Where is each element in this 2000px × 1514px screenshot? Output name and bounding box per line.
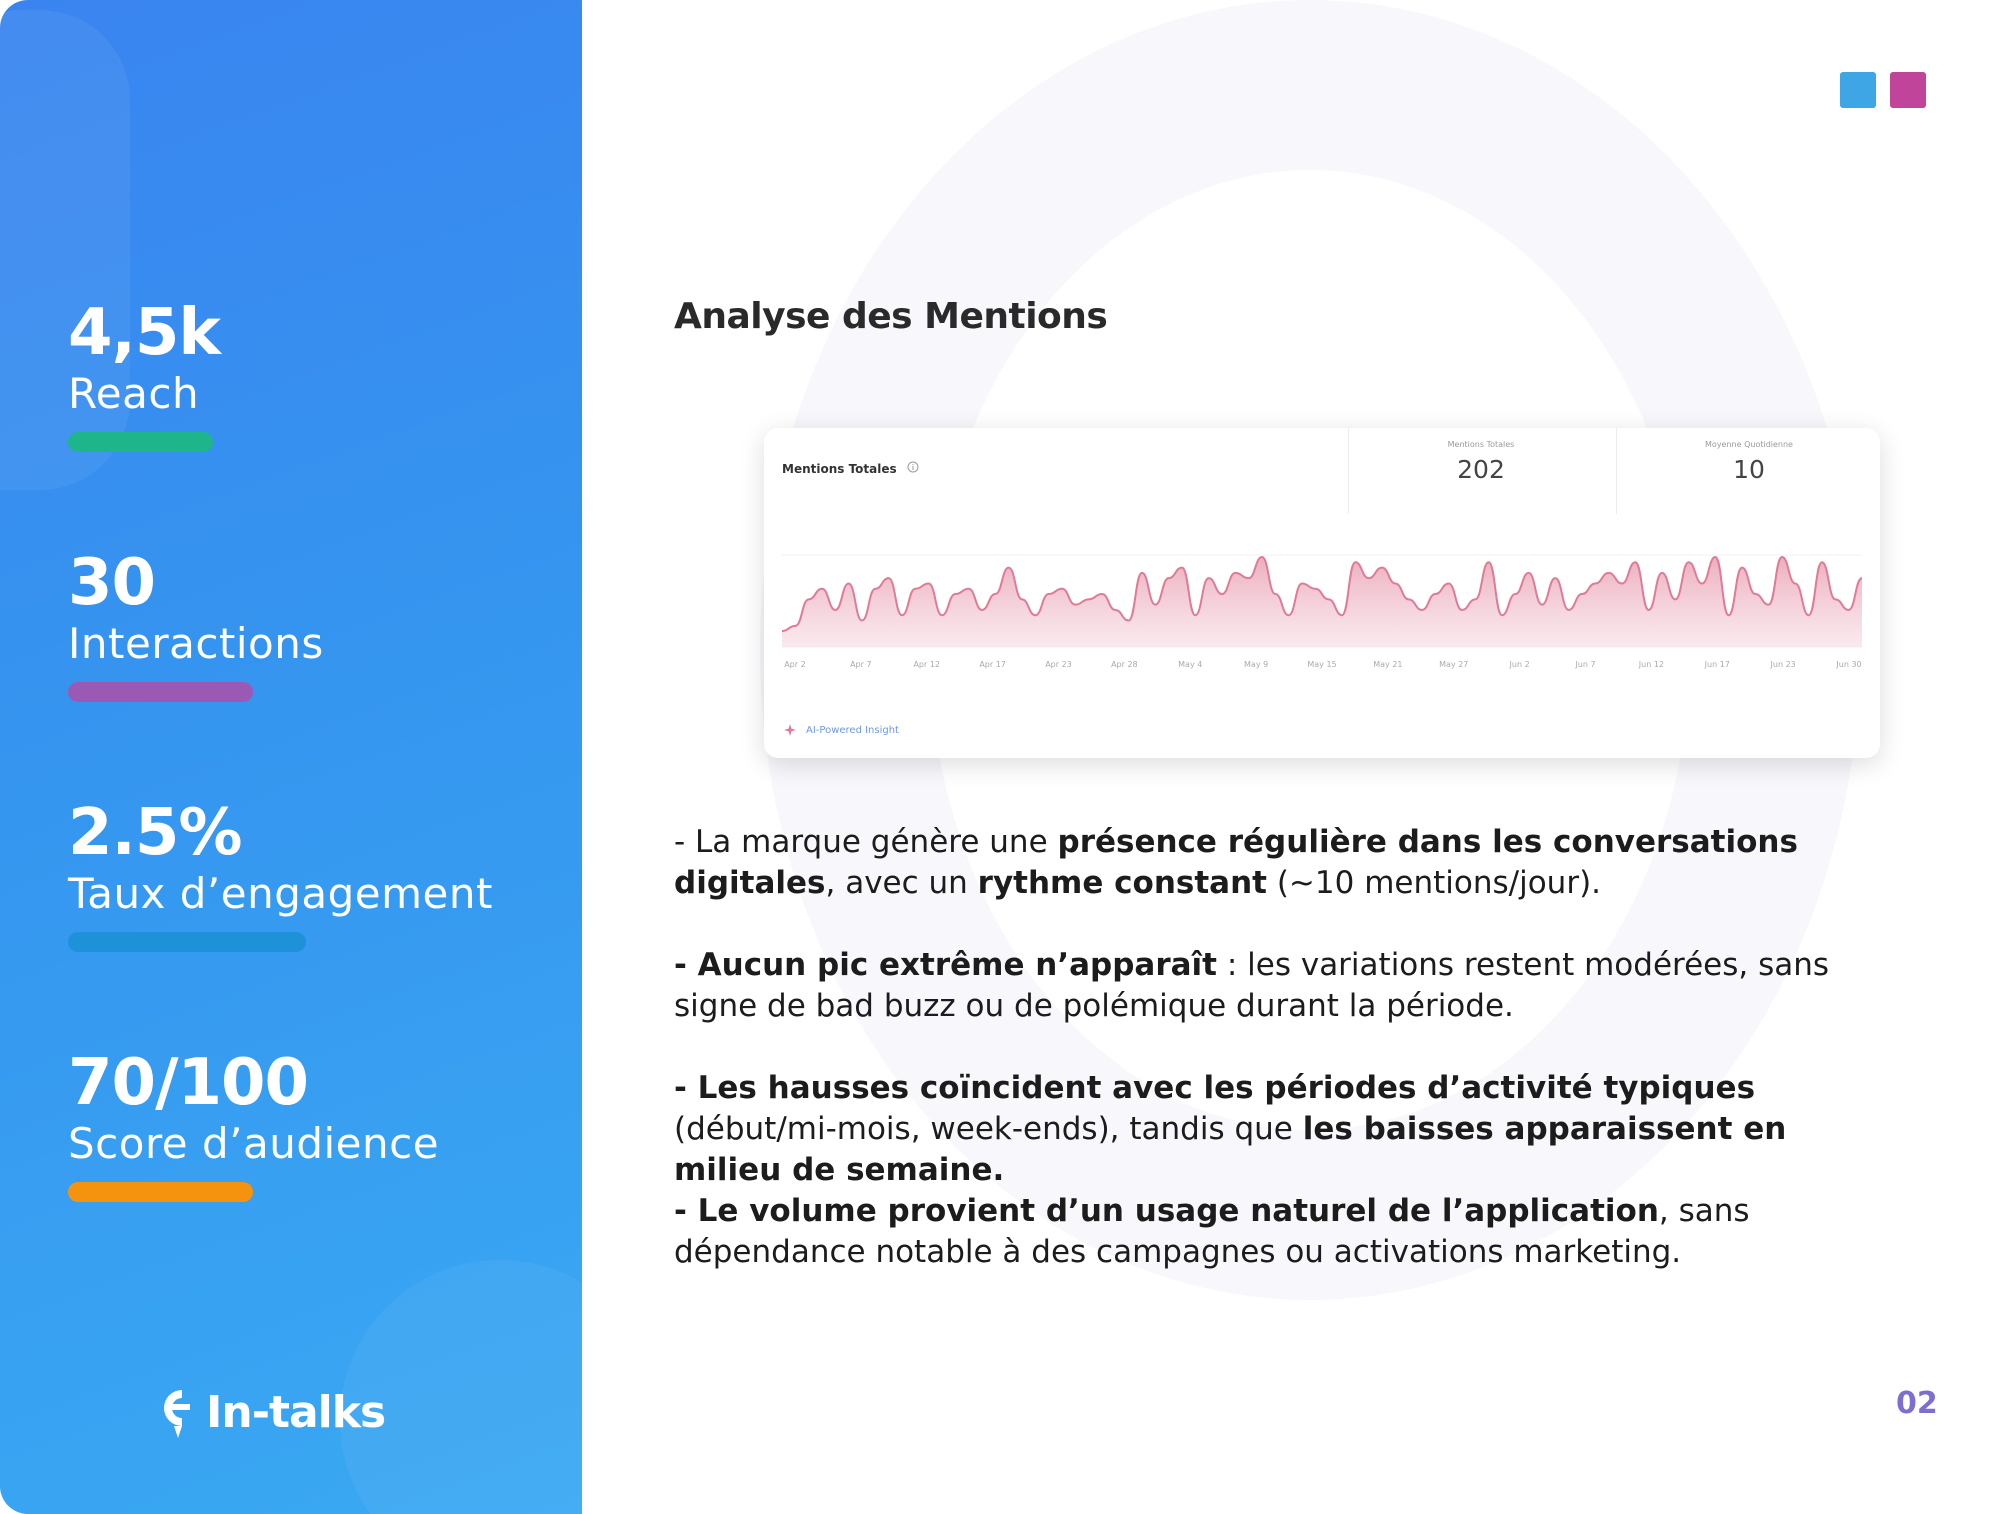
sparkle-icon — [784, 724, 796, 736]
kpi-divider — [1348, 428, 1349, 514]
x-tick-label: Apr 12 — [913, 660, 940, 669]
decor-square — [1890, 72, 1926, 108]
stat-bar — [68, 432, 213, 452]
x-tick-label: May 4 — [1178, 660, 1203, 669]
mentions-area-chart — [782, 523, 1862, 653]
kpi-sidebar — [0, 0, 582, 1514]
stat-bar — [68, 1182, 253, 1202]
x-tick-label: Apr 17 — [979, 660, 1006, 669]
text-run: rythme constant — [977, 865, 1267, 901]
kpi-total-mentions — [1376, 440, 1586, 484]
decor-squares — [1840, 72, 1926, 108]
brand-name: In-talks — [206, 1386, 386, 1438]
x-tick-label: May 27 — [1439, 660, 1469, 669]
stat-value: 30 — [68, 546, 156, 620]
stat-reach — [68, 298, 220, 452]
stat-value: 2.5% — [68, 796, 242, 870]
x-tick-label: Jun 7 — [1575, 660, 1596, 669]
bullet-paragraph — [674, 1191, 1904, 1273]
kpi-value: 202 — [1457, 455, 1505, 484]
kpi-value: 10 — [1733, 455, 1765, 484]
x-tick-label: Jun 23 — [1770, 660, 1796, 669]
kpi-divider — [1616, 428, 1617, 514]
kpi-label: Moyenne Quotidienne — [1705, 440, 1793, 449]
stat-label: Reach — [68, 369, 200, 418]
info-icon[interactable] — [907, 461, 919, 473]
stat-bar — [68, 682, 253, 702]
x-tick-label: Jun 12 — [1638, 660, 1665, 669]
text-run: - La marque génère une — [674, 824, 1058, 860]
stat-audience-score — [68, 1048, 439, 1202]
logo-icon — [152, 1382, 198, 1442]
bullet-paragraph — [674, 822, 1904, 904]
x-tick-label: Apr 28 — [1111, 660, 1138, 669]
stat-label: Taux d’engagement — [68, 869, 493, 918]
insight-label: AI-Powered Insight — [806, 724, 899, 736]
text-run: (début/mi-mois, week-ends), tandis que — [674, 1111, 1303, 1147]
text-run: les baisses apparaissent en milieu de semaine. — [674, 1111, 1787, 1188]
slide-title: Analyse des Mentions — [674, 296, 1108, 337]
text-run: - Les hausses coïncident avec les périodes d’activité typiques — [674, 1070, 1756, 1106]
x-tick-label: May 15 — [1307, 660, 1337, 669]
stat-bar — [68, 932, 306, 952]
stat-value: 4,5k — [68, 296, 220, 370]
kpi-daily-average — [1644, 440, 1854, 484]
x-tick-label: Apr 23 — [1045, 660, 1072, 669]
x-tick-label: Apr 2 — [784, 660, 806, 669]
text-run: présence régulière dans les conversations digitales — [674, 824, 1798, 901]
stat-label: Interactions — [68, 619, 324, 668]
x-tick-label: Apr 7 — [850, 660, 872, 669]
text-run: , avec un — [825, 865, 978, 901]
x-tick-label: Jun 17 — [1704, 660, 1730, 669]
x-tick-label: Jun 2 — [1509, 660, 1530, 669]
stat-value: 70/100 — [68, 1046, 309, 1120]
text-run: - Aucun pic extrême n’apparaît — [674, 947, 1217, 983]
kpi-label: Mentions Totales — [1447, 440, 1515, 449]
x-tick-label: Jun 30 — [1836, 660, 1862, 669]
mentions-area — [782, 557, 1862, 647]
text-run: (~10 mentions/jour). — [1266, 865, 1602, 901]
bullet-paragraph — [674, 945, 1904, 1027]
text-run: : les variations restent modérées, sans signe de bad buzz ou de polémique durant la période. — [674, 947, 1830, 1024]
ai-insight-link[interactable] — [784, 724, 899, 736]
analysis-text — [674, 822, 1904, 1273]
mentions-chart-card — [764, 428, 1880, 758]
x-axis-ticks — [782, 660, 1862, 672]
text-run: - Le volume provient d’un usage naturel de l’application — [674, 1193, 1659, 1229]
brand-logo — [152, 1382, 385, 1442]
x-tick-label: May 9 — [1244, 660, 1269, 669]
stat-label: Score d’audience — [68, 1119, 440, 1168]
page-number: 02 — [1896, 1386, 1938, 1421]
card-title: Mentions Totales — [782, 462, 897, 476]
text-run: , sans dépendance notable à des campagnes ou activations marketing. — [674, 1193, 1750, 1270]
stat-interactions — [68, 548, 324, 702]
x-tick-label: May 21 — [1373, 660, 1403, 669]
stat-engagement — [68, 798, 493, 952]
bullet-paragraph — [674, 1068, 1904, 1191]
decor-square — [1840, 72, 1876, 108]
